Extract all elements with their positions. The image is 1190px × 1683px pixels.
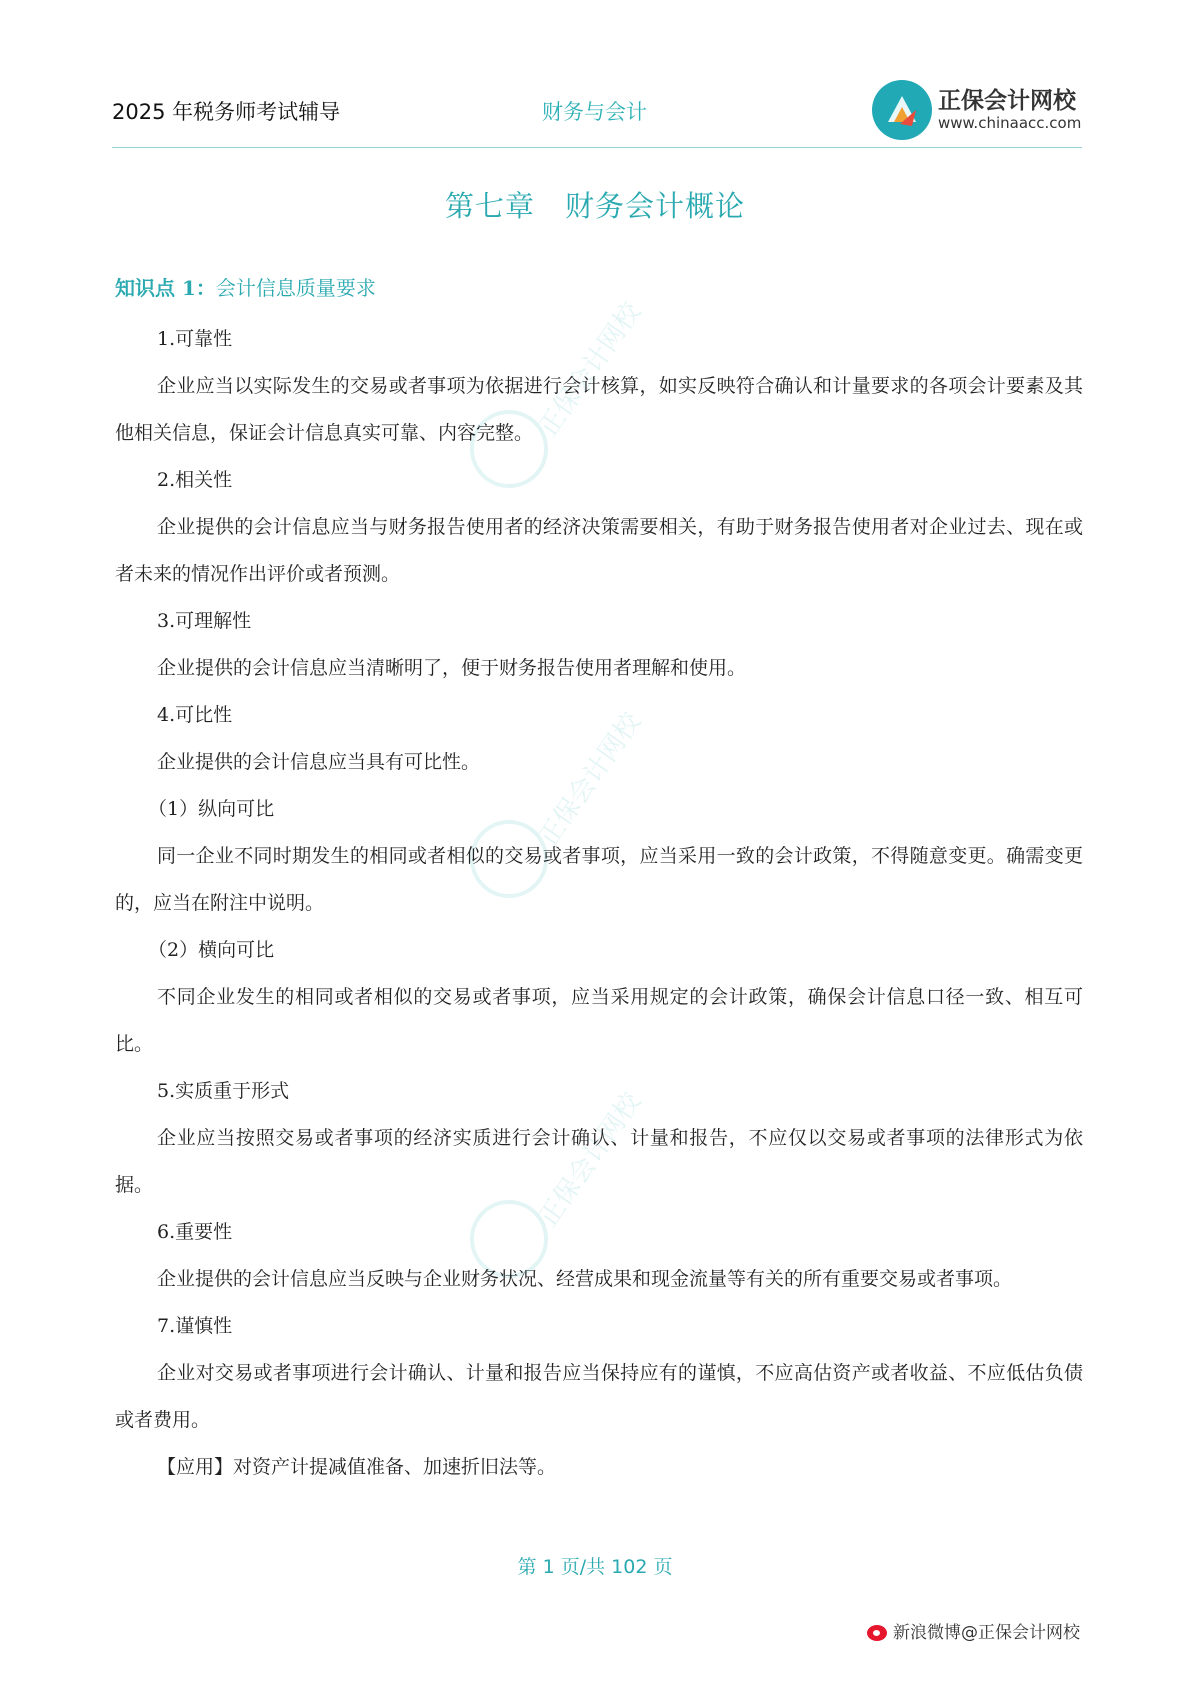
body-paragraph: 企业提供的会计信息应当具有可比性。 — [157, 751, 481, 773]
body-paragraph: 企业提供的会计信息应当反映与企业财务状况、经营成果和现金流量等有关的所有重要交易或者事项。 — [157, 1268, 1013, 1290]
logo-url: www.chinaacc.com — [938, 114, 1082, 132]
body-paragraph: 企业应当按照交易或者事项的经济实质进行会计确认、计量和报告，不应仅以交易或者事项的法律形式为依据。 — [115, 1127, 1083, 1196]
logo-icon — [872, 80, 932, 140]
weibo-credit — [867, 1618, 1080, 1643]
subsection-heading: （2）横向可比 — [148, 939, 275, 961]
watermark-text: 正保会计网校 — [533, 297, 648, 443]
watermark-text: 正保会计网校 — [533, 707, 648, 853]
header-divider — [112, 147, 1082, 148]
logo-name: 正保会计网校 — [938, 88, 1076, 114]
body-paragraph: 企业对交易或者事项进行会计确认、计量和报告应当保持应有的谨慎，不应高估资产或者收益、不应低估负债或者费用。 — [115, 1362, 1083, 1431]
body-paragraph: 企业提供的会计信息应当清晰明了，便于财务报告使用者理解和使用。 — [157, 657, 747, 679]
section-heading: 4.可比性 — [157, 704, 233, 726]
subject-title: 财务与会计 — [542, 100, 647, 124]
body-paragraph: 不同企业发生的相同或者相似的交易或者事项，应当采用规定的会计政策，确保会计信息口径一致、相互可比。 — [115, 986, 1083, 1055]
section-heading: 1.可靠性 — [157, 328, 233, 350]
page-header — [112, 78, 1082, 148]
knowledge-point-title: 会计信息质量要求 — [215, 276, 376, 300]
document-body — [115, 272, 1083, 1491]
subsection-heading: （1）纵向可比 — [148, 798, 275, 820]
page-number: 第 1 页/共 102 页 — [517, 1556, 673, 1578]
knowledge-point-heading — [115, 272, 1083, 304]
body-paragraph: 企业提供的会计信息应当与财务报告使用者的经济决策需要相关，有助于财务报告使用者对企业过去、现在或者未来的情况作出评价或者预测。 — [115, 516, 1083, 585]
chapter-title: 第七章 财务会计概论 — [444, 189, 745, 223]
section-heading: 2.相关性 — [157, 469, 233, 491]
section-heading: 6.重要性 — [157, 1221, 233, 1243]
body-paragraph: 同一企业不同时期发生的相同或者相似的交易或者事项，应当采用一致的会计政策，不得随意变更。确需变更的，应当在附注中说明。 — [115, 845, 1083, 914]
application-note: 【应用】对资产计提减值准备、加速折旧法等。 — [157, 1456, 557, 1478]
section-heading: 7.谨慎性 — [157, 1315, 233, 1337]
knowledge-point-label: 知识点 1： — [115, 276, 216, 300]
weibo-icon — [867, 1625, 887, 1641]
watermark-text: 正保会计网校 — [533, 1087, 648, 1233]
section-heading: 3.可理解性 — [157, 610, 252, 632]
body-paragraph: 企业应当以实际发生的交易或者事项为依据进行会计核算，如实反映符合确认和计量要求的各项会计要素及其他相关信息，保证会计信息真实可靠、内容完整。 — [115, 375, 1083, 444]
section-heading: 5.实质重于形式 — [157, 1080, 290, 1102]
exam-title: 2025 年税务师考试辅导 — [112, 100, 341, 124]
weibo-text: 新浪微博@正保会计网校 — [893, 1623, 1080, 1643]
brand-logo — [872, 78, 1082, 142]
